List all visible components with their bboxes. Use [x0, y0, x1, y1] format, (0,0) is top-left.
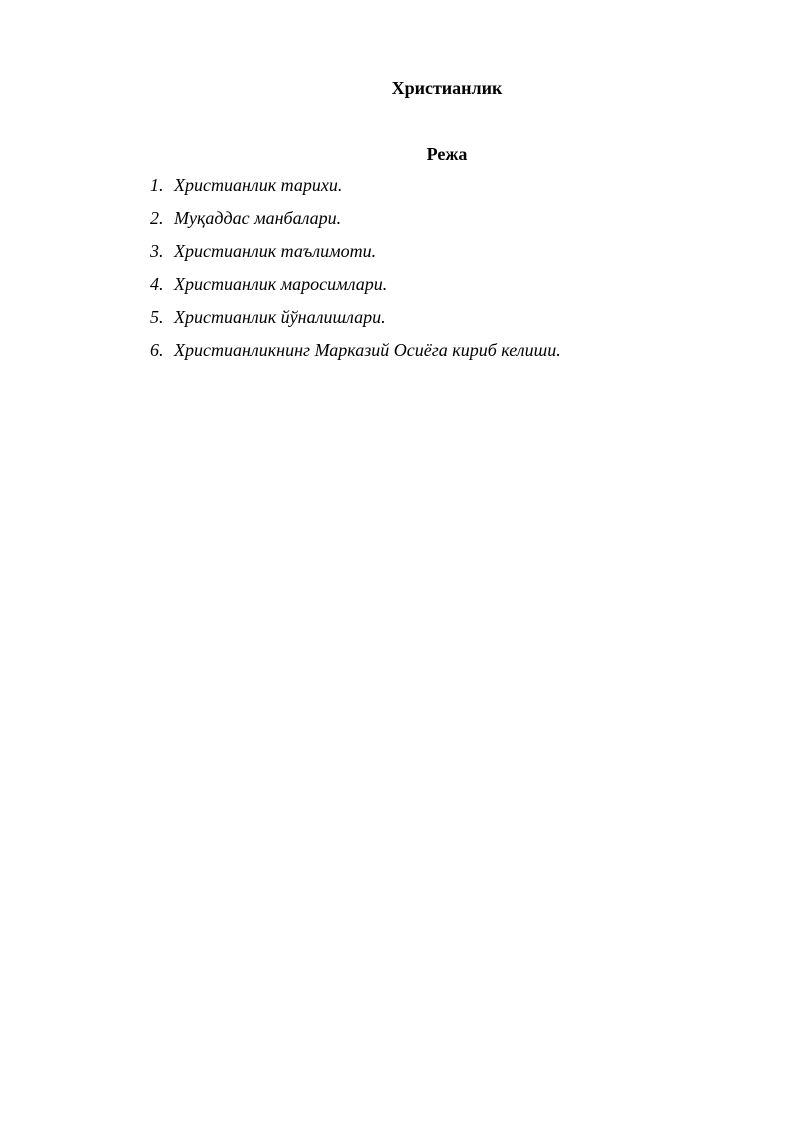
plan-item-number: 3. — [150, 241, 164, 261]
plan-item-text: Христианлик тарихи. — [174, 175, 343, 195]
plan-item-number: 6. — [150, 340, 164, 360]
plan-item-text: Христианлик йўналишлари. — [174, 307, 386, 327]
plan-item-number: 1. — [150, 175, 164, 195]
plan-heading: Режа — [426, 144, 468, 164]
plan-item — [150, 273, 750, 306]
plan-item — [150, 240, 750, 273]
plan-item — [150, 207, 750, 240]
plan-item-text: Муқаддас манбалари. — [174, 208, 342, 228]
plan-item-text: Христианликнинг Марказий Осиёга кириб келиши. — [174, 340, 561, 360]
plan-item-number: 4. — [150, 274, 164, 294]
plan-item — [150, 174, 750, 207]
plan-item — [150, 339, 750, 372]
plan-item-number: 5. — [150, 307, 164, 327]
plan-item-number: 2. — [150, 208, 164, 228]
plan-list — [150, 174, 750, 372]
document-title: Христианлик — [391, 78, 503, 98]
plan-item — [150, 306, 750, 339]
plan-item-text: Христианлик маросимлари. — [174, 274, 388, 294]
plan-item-text: Христианлик таълимоти. — [174, 241, 377, 261]
